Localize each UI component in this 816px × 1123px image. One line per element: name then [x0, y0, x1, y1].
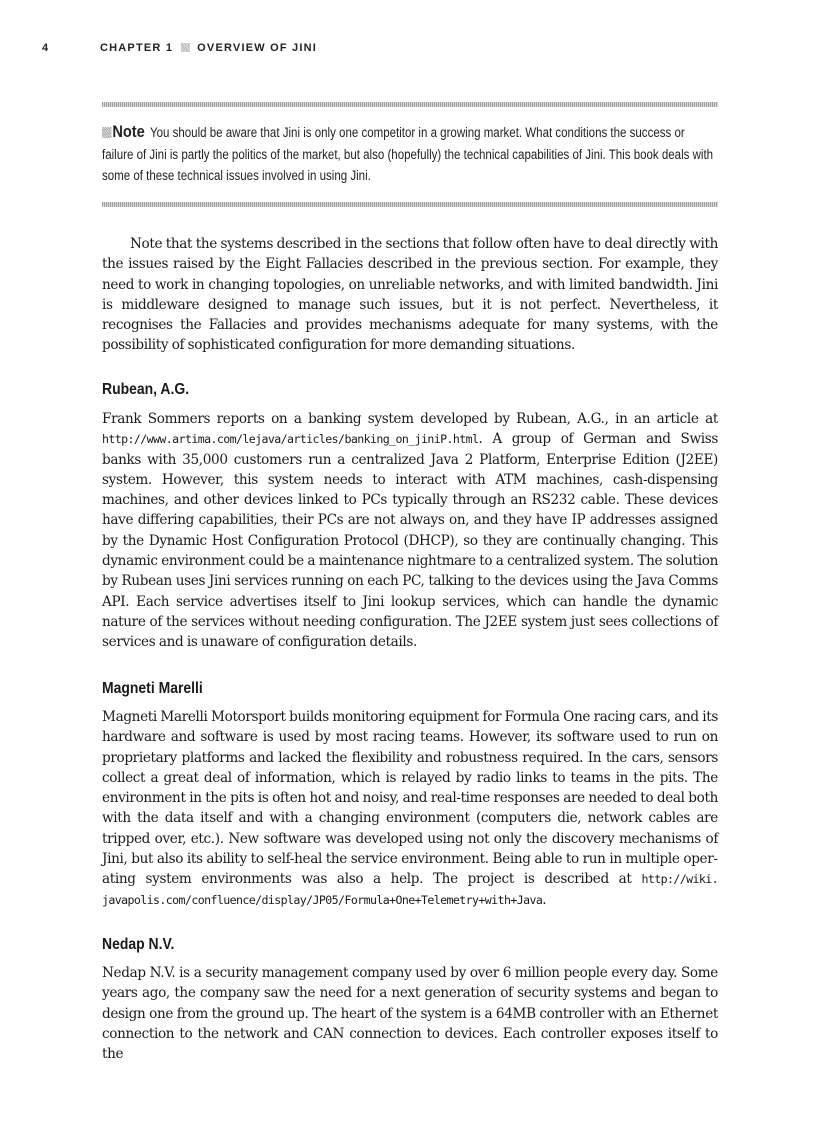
intro-section — [102, 234, 718, 356]
section-heading-rubean: Rubean, A.G. — [102, 381, 190, 398]
section-heading-nedap: Nedap N.V. — [102, 936, 175, 953]
magneti-text-1: Magneti Marelli Motorsport builds monitoring equipment for Formula One racing cars, and its hardware and software is used by most racing teams. However, its software used to run on proprietary platforms and lacked the flexibility and robustness required. In the cars, sensors collect a great deal of information, which is relayed by radio links to teams in the pits. The environment in the pits is often hot and noisy, and real-time responses are needed to deal both with the data itself and with a changing environment (computers die, network cables are tripped over, etc.). New software was developed using not only the discovery mechanisms of Jini, but also its ability to self-heal the service environment. Being able to run in multiple operating system environments was also a help. The project is described at — [102, 709, 718, 888]
note-bottom-rule — [102, 202, 718, 207]
running-header — [42, 42, 317, 58]
rubean-section — [102, 380, 718, 400]
rubean-text-2: . A group of German and Swiss banks with 35,000 customers run a centralized Java 2 Platform, Enterprise Edition (J2EE) system. However, this system needs to interact with ATM machines, cash-dispensing machines, and other devices linked to PCs typically through an RS232 cable. These devices have differing capabilities, their PCs are not always on, and they have IP addresses assigned by the Dynamic Host Configuration Protocol (DHCP), so they are continually changing. This dynamic environment could be a maintenance nightmare to a centralized system. The solution by Rubean uses Jini services running on each PC, talking to the devices using the Java Comms API. Each service advertises itself to Jini lookup services, which can handle the dynamic nature of the services without needing configuration. The J2EE system just sees collections of services and is unaware of configuration details. — [102, 431, 718, 651]
magneti-project-link[interactable]: http://wiki.​javapolis.com/confluence/display/JP05/Formula+One+Telemetry+with+Java — [102, 872, 718, 907]
chapter-label: CHAPTER 1 — [100, 42, 174, 54]
chapter-title: OVERVIEW OF JINI — [197, 42, 318, 54]
nedap-section — [102, 935, 718, 955]
note-text: You should be aware that Jini is only one competitor in a growing market. What conditions the success or failure of Jini is partly the politics of the market, but also (hopefully) the technical capabilities of Jini. This book deals with some of these technical issues involved in using Jini. — [102, 125, 714, 183]
note-box — [102, 102, 718, 207]
rubean-paragraph — [102, 409, 718, 653]
note-body — [102, 107, 718, 202]
note-label: Note — [112, 122, 145, 141]
rubean-article-link[interactable]: http://www.artima.com/lejava/articles/banking_on_jiniP.html — [102, 432, 479, 447]
rubean-body — [102, 409, 718, 653]
rubean-text-1: Frank Sommers reports on a banking system developed by Rubean, A.G., in an article at — [102, 411, 718, 427]
header-separator-icon — [181, 43, 190, 52]
page-number: 4 — [42, 42, 50, 54]
magneti-text-2: . — [542, 891, 547, 908]
section-heading-magneti: Magneti Marelli — [102, 680, 203, 697]
nedap-body — [102, 963, 718, 1064]
nedap-paragraph: Nedap N.V. is a security management company used by over 6 million people every day. Some years ago, the company saw the need for a next generation of security systems and began to design one from the ground up. The heart of the system is a 64MB controller with an Ethernet connection to the network and CAN connection to devices. Each controller exposes itself to the — [102, 965, 718, 1063]
magneti-body — [102, 707, 718, 910]
magneti-section — [102, 679, 718, 699]
note-icon — [102, 127, 111, 138]
magneti-paragraph — [102, 707, 718, 910]
intro-paragraph: Note that the systems described in the sections that follow often have to deal directly with the issues raised by the Eight Fallacies described in the previous section. For example, they need to work in changing topologies, on unreliable networks, and with limited bandwidth. Jini is middleware designed to manage such issues, but it is not perfect. Nevertheless, it recognises the Fallacies and provides mechanisms adequate for many systems, with the possibility of sophisticated configuration for more demanding situations. — [102, 236, 718, 354]
